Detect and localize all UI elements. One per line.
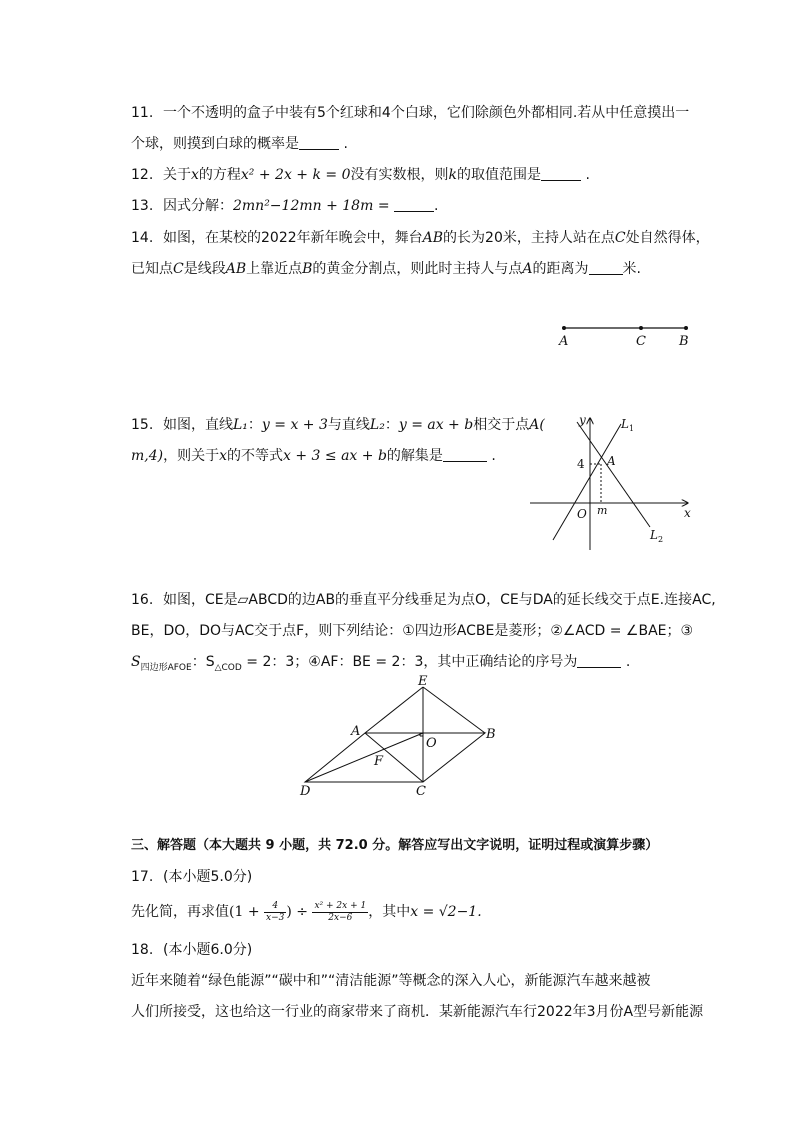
q15-l1: L₁ xyxy=(233,417,248,433)
fig14-label-c: C xyxy=(636,334,646,349)
q12-pre: 关于 xyxy=(163,167,191,183)
q12-var-k: k xyxy=(448,167,457,183)
q16-text3: = 2：3；④AF：BE = 2：3，其中正确结论的序号为 xyxy=(241,654,578,670)
fig14-label-b: B xyxy=(679,334,689,349)
q16-line2 xyxy=(131,621,693,641)
fig16-label-a: A xyxy=(351,724,361,739)
q17-fraction-1 xyxy=(264,901,286,924)
fig15-label-m: m xyxy=(597,504,608,517)
q12-mid: 的方程 xyxy=(198,167,241,183)
fig15-label-l2-sub: 2 xyxy=(658,535,664,544)
q18-number: 18. xyxy=(131,942,154,958)
q16-text2: BE，DO，DO与AC交于点F，则下列结论：①四边形ACBE是菱形；②∠ACD = ∠BAE；③ xyxy=(131,623,694,639)
q14-text1c: 处自然得体， xyxy=(625,230,710,246)
q14-text2e: 的距离为 xyxy=(532,261,589,277)
q15-text1a: 如图，直线 xyxy=(163,417,233,433)
q17-header xyxy=(131,867,252,887)
q15-number: 15. xyxy=(131,417,154,433)
q13-answer-blank[interactable] xyxy=(394,197,434,212)
q13-expression: 2mn²−12mn + 18m = xyxy=(233,198,390,214)
q17-f2-denominator: 2x−6 xyxy=(328,912,353,923)
fig16-label-d: D xyxy=(300,784,311,799)
fig15-label-y: y xyxy=(579,413,586,427)
q15-eq1: y = x + 3 xyxy=(261,417,328,433)
fig15-label-four: 4 xyxy=(577,457,585,471)
q13-pre: 因式分解： xyxy=(163,198,233,214)
q15-text1b: ： xyxy=(247,417,262,433)
q13-line xyxy=(131,196,438,216)
q11-end: . xyxy=(343,136,348,152)
fig15-label-a: A xyxy=(607,454,616,468)
q14-text2b: 是线段 xyxy=(183,261,226,277)
q14-text2d: 的黄金分割点，则此时主持人与点 xyxy=(312,261,523,277)
q15-end: . xyxy=(491,448,496,464)
q17-open: (1 + xyxy=(229,904,260,920)
q12-tail: 的取值范围是 xyxy=(456,167,541,183)
q12-post: 没有实数根，则 xyxy=(350,167,449,183)
q15-point-a: A( xyxy=(529,417,545,433)
q18-header xyxy=(131,940,252,960)
q16-text1: 如图，CE是▱ABCD的边AB的垂直平分线垂足为点O，CE与DA的延长线交于点E.连接AC, xyxy=(163,592,716,608)
fig15-label-l1: L xyxy=(621,417,629,431)
q17-f1-numerator: 4 xyxy=(264,901,286,913)
q15-text2c: 的不等式 xyxy=(227,448,284,464)
q11-number: 11. xyxy=(131,105,154,121)
q14-unit: 米. xyxy=(622,261,641,277)
fig15-label-l1-sub: 1 xyxy=(629,424,635,433)
q12-end: . xyxy=(585,167,590,183)
q12-line xyxy=(131,165,590,185)
q15-text1c: 与直线 xyxy=(327,417,370,433)
q14-figure xyxy=(550,318,700,350)
q16-s2-sub: △COD xyxy=(214,662,242,673)
q11-text1: 一个不透明的盒子中装有5个红球和4个白球，它们除颜色外都相同.若从中任意摸出一 xyxy=(163,105,690,121)
fig15-label-x: x xyxy=(684,506,691,520)
q11-line1 xyxy=(131,103,689,123)
q13-end: . xyxy=(434,198,439,214)
q16-s1: S xyxy=(131,654,141,670)
q16-answer-blank[interactable] xyxy=(577,653,621,668)
q14-text1b: 的长为20米，主持人站在点 xyxy=(443,230,615,246)
q11-line2 xyxy=(131,134,348,154)
q14-c: C xyxy=(614,230,626,246)
q14-b: B xyxy=(302,261,313,277)
q16-figure xyxy=(295,675,510,800)
q14-text2a: 已知点 xyxy=(131,261,173,277)
q18-text1: 近年来随着“绿色能源”“碳中和”“清洁能源”等概念的深入人心，新能源汽车越来越被 xyxy=(131,973,651,989)
fig16-label-f: F xyxy=(374,754,384,769)
q17-post: ，其中 xyxy=(368,904,411,920)
q14-answer-blank[interactable] xyxy=(589,260,623,275)
fig16-label-o: O xyxy=(426,736,437,751)
q16-line1 xyxy=(131,590,716,610)
fig15-label-o: O xyxy=(577,507,587,521)
q17-pre: 先化简，再求值 xyxy=(131,904,229,920)
q15-answer-blank[interactable] xyxy=(443,447,487,462)
q16-s1-sub: 四边形AFOE xyxy=(140,662,192,673)
q14-number: 14. xyxy=(131,230,154,246)
fig16-label-b: B xyxy=(486,727,496,742)
q12-equation: x² + 2x + k = 0 xyxy=(240,167,351,183)
q12-answer-blank[interactable] xyxy=(541,166,581,181)
q17-line xyxy=(131,900,482,924)
q12-var-x: x xyxy=(191,167,199,183)
fig15-label-l2: L xyxy=(650,528,658,542)
q14-a: A xyxy=(522,261,533,277)
fig16-label-e: E xyxy=(418,675,428,689)
fig16-label-c: C xyxy=(416,784,426,799)
q15-figure xyxy=(525,410,700,555)
q14-ab: AB xyxy=(422,230,444,246)
q16-line3 xyxy=(131,652,630,678)
q11-answer-blank[interactable] xyxy=(299,135,339,150)
q14-text1a: 如图，在某校的2022年新年晚会中，舞台 xyxy=(163,230,423,246)
q17-f1-denominator: x−3 xyxy=(266,912,285,923)
q15-line2 xyxy=(131,446,496,466)
q15-line1 xyxy=(131,415,545,435)
q18-text2: 人们所接受，这也给这一行业的商家带来了商机．某新能源汽车行2022年3月份A型号新能源 xyxy=(131,1004,704,1020)
q12-number: 12. xyxy=(131,167,154,183)
q15-text2b: ，则关于 xyxy=(163,448,220,464)
section-3-heading: 三、解答题（本大题共 9 小题，共 72.0 分。解答应写出文字说明，证明过程或演算步骤） xyxy=(131,838,659,853)
q17-x-value: x = √2−1. xyxy=(410,904,482,920)
q15-l2: L₂ xyxy=(369,417,385,433)
q13-number: 13. xyxy=(131,198,154,214)
q16-end: . xyxy=(625,654,631,670)
q14-text2c: 上靠近点 xyxy=(246,261,303,277)
q15-inequality: x + 3 ≤ ax + b xyxy=(283,448,387,464)
q15-text1d: ： xyxy=(384,417,399,433)
q15-text1e: 相交于点 xyxy=(473,417,530,433)
q14-c2: C xyxy=(173,261,184,277)
q18-tag: (本小题6.0分) xyxy=(163,942,253,958)
q17-f2-numerator: x² + 2x + 1 xyxy=(314,900,367,911)
q14-ab2: AB xyxy=(225,261,247,277)
q11-text2: 个球，则摸到白球的概率是 xyxy=(131,136,299,152)
q15-text2a: m,4) xyxy=(131,448,164,464)
q15-text2d: 的解集是 xyxy=(386,448,443,464)
q18-line2 xyxy=(131,1002,703,1022)
q17-number: 17. xyxy=(131,869,154,885)
q15-var-x: x xyxy=(219,448,228,464)
fig14-label-a: A xyxy=(559,334,569,349)
q18-line1 xyxy=(131,971,651,991)
q17-fraction-2 xyxy=(312,901,368,924)
q14-line2 xyxy=(131,259,641,279)
q14-line1 xyxy=(131,228,710,248)
q16-s2: ：S xyxy=(191,654,215,670)
q16-number: 16. xyxy=(131,592,154,608)
q17-mid: ) ÷ xyxy=(286,904,309,920)
q15-eq2: y = ax + b xyxy=(398,417,474,433)
q17-tag: (本小题5.0分) xyxy=(163,869,253,885)
